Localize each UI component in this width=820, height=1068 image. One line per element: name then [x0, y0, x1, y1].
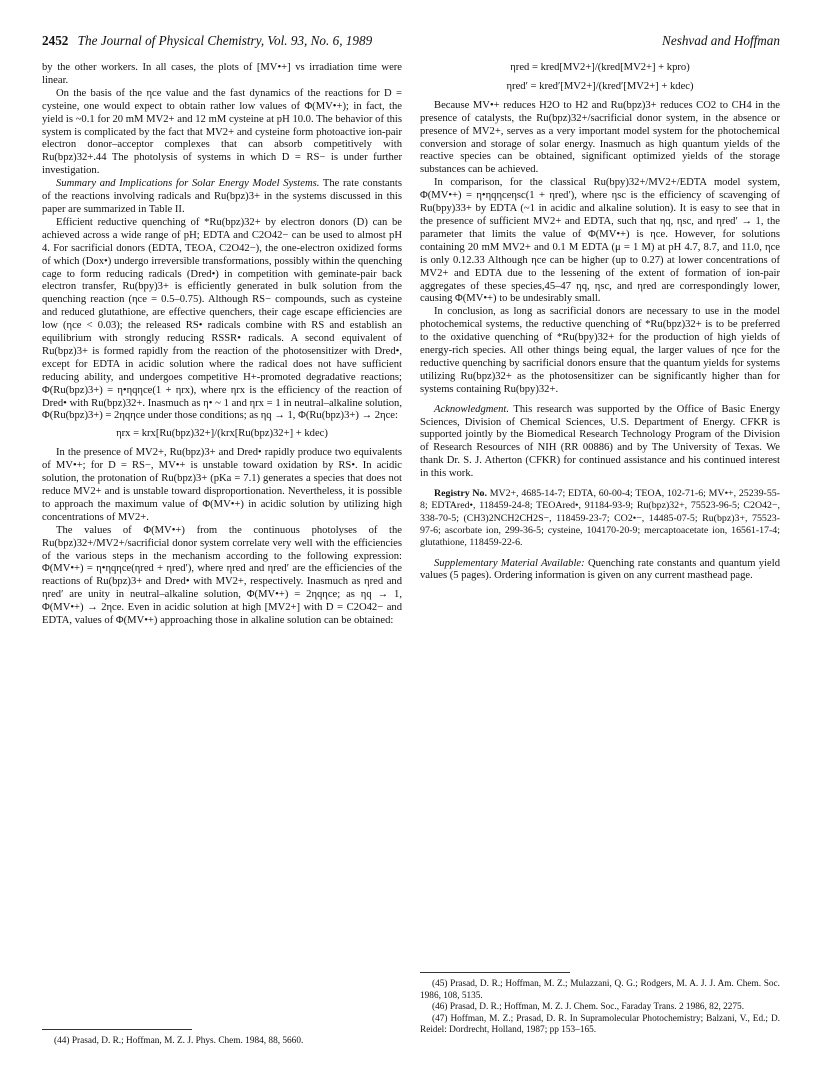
header-left — [42, 33, 372, 49]
registry-paragraph — [420, 488, 780, 549]
journal-citation: The Journal of Physical Chemistry, Vol. 93, No. 6, 1989 — [77, 33, 373, 48]
left-footnotes — [42, 1029, 402, 1048]
page-number: 2452 — [42, 33, 69, 48]
supplementary-heading: Supplementary Material Available: — [434, 557, 585, 569]
footnote-44: (44) Prasad, D. R.; Hoffman, M. Z. J. Phys. Chem. 1984, 88, 5660. — [54, 1036, 304, 1046]
left-paragraph-4: Efficient reductive quenching of *Ru(bpz)32+ by electron donors (D) can be achieved across a wide range of pH; EDTA and C2O42− can be used to almost pH 4. For sacrificial donors (EDTA, TEOA, C2O42−), the one-electron oxidized forms of which (Dox•) undergo irreversible transformations, possibly within the quenching cage to form reducing radicals (Dred•) in competition with geminate-pair back electron transfer, Ru(bpy)3+ is efficiently generated in bulk solution from the quenching reaction (ηce = 0.5–0.75). Although RS− compounds, such as cysteine and reduced glutathione, are effective quenchers, their cage escape efficiencies are low (ηce < 0.03); the released RS• radicals combine with RS and establish an equilibrium with strongly reducing RSSR• radicals. A second equivalent of Ru(bpz)3+ is formed rapidly from the reaction of the photosensitizer with Dred•, except for EDTA in acidic solution where the radical does not have sufficient reducing ability, and undergoes competitive H+-promoted degradative reactions; Φ(Ru(bpz)3+) = η•ηqηce(1 + ηrx), where ηrx is the efficiency of the reaction of Dred• with Ru(bpz)32+. Inasmuch as η• ~ 1 and ηrx = 1 in neutral–alkaline solution, Φ(Ru(bpz)3+) = 2ηqηce under those conditions; as ηq → 1, Φ(Ru(bpz)3+) → 2ηce: — [42, 216, 402, 422]
summary-heading: Summary and Implications for Solar Energy Model Systems. — [56, 178, 320, 190]
equation-eta-red: ηred = kred[MV2+]/(kred[MV2+] + kpro) — [510, 62, 690, 73]
registry-text: MV2+, 4685-14-7; EDTA, 60-00-4; TEOA, 102-71-6; MV•+, 25239-55-8; EDTAred•, 118459-24-8; TEOAred•, 91184-93-9; Ru(bpz)32+, 75523-96-5; C2O42−, 338-70-5; (CH3)2NCH2CH2S−, 118459-23-7; CO2•−, 14485-07-5; Ru(bpz)3+, 75523-97-6; ascorbate ion, 299-36-5; cysteine, 104170-20-9; mercaptoacetate ion, 16561-17-4; glutathione, 118459-22-6. — [420, 488, 780, 549]
summary-paragraph — [42, 178, 402, 217]
left-paragraph-2: On the basis of the ηce value and the fast dynamics of the reactions for D = cysteine, one would expect to obtain rather low values of Φ(MV•+); in fact, the yield is ~0.1 for 20 mM MV2+ and 12 mM cysteine at pH 10.0. The behavior of this system is complicated by the fact that MV2+ and cysteine form photoactive ion-pair electron donor–acceptor complexes that can absorb competitively with Ru(bpz)32+.44 The photolysis of systems in which D = RS− is under further investigation. — [42, 87, 402, 177]
right-paragraph-2: In comparison, for the classical Ru(bpy)32+/MV2+/EDTA model system, Φ(MV•+) = η•ηqηceηsc(1 + ηred′), where ηsc is the efficiency of scavenging of Ru(bpy)33+ by EDTA (~1 in acidic and alkaline solution). It is easy to see that in the presence of sufficient MV2+ and EDTA, such that ηq, ηsc, and ηred′ → 1, the parameter that limits the value of Φ(MV•+) is ηce. However, for solutions containing 20 mM MV2+ and 0.1 M EDTA (μ = 1 M) at pH 4.7, 8.7, and 11.0, ηce is only 0.12.33 Although ηce can be higher (up to 0.27) at lower concentrations of MV2+ and EDTA due to the lessening of the extent of formation of ion-pair aggregates of these species,45–47 ηq, ηsc, and ηred are correspondingly lower, causing Φ(MV•+) to be undesirably small. — [420, 177, 780, 305]
footnote-rule — [42, 1029, 192, 1030]
left-paragraph-1: by the other workers. In all cases, the plots of [MV•+] vs irradiation time were linear. — [42, 62, 402, 86]
acknowledgment-paragraph — [420, 404, 780, 481]
conclusion-paragraph: In conclusion, as long as sacrificial donors are necessary to use in the model photochemical systems, the reductive quenching of *Ru(bpz)32+ is to be preferred to the oxidative quenching of *Ru(bpy)32+ for the production of high yields of energy-rich species. All other things being equal, the larger values of ηce for the reductive quenching by sacrificial donors ensure that the quantum yields for systems utilizing Ru(bpz)32+ as the photosensitizer can be significantly higher than for systems containing Ru(bpy)32+. — [420, 306, 780, 395]
right-footnotes — [420, 972, 780, 1037]
footnote-rule-right — [420, 972, 570, 973]
left-column — [42, 62, 402, 628]
left-paragraph-6: The values of Φ(MV•+) from the continuous photolyses of the Ru(bpz)32+/MV2+/sacrificial donor system correlate very well with the efficiencies of the various steps in the mechanism according to the following expression: Φ(MV•+) = η•ηqηce(ηred + ηred′), where ηred and ηred′ are the efficiencies of the reactions of Ru(bpz)3+ and Dred• with MV2+, respectively. Inasmuch as ηred and ηred′ are unity in neutral–alkaline solution, Φ(MV•+) = 2ηqηce; as ηq → 1, Φ(MV•+) → 2ηce. Even in acidic solution at high [MV2+] with D = C2O42− and EDTA, values of Φ(MV•+) approaching those in alkaline solution can be obtained: — [42, 524, 402, 627]
footnote-45: (45) Prasad, D. R.; Hoffman, M. Z.; Mulazzani, Q. G.; Rodgers, M. A. J. J. Am. Chem. Soc. 1986, 108, 5135. — [420, 979, 780, 1001]
right-paragraph-1: Because MV•+ reduces H2O to H2 and Ru(bpz)3+ reduces CO2 to CH4 in the presence of catalysts, the Ru(bpz)32+/sacrificial donor system, in the absence or presence of MV2+, serves as a very important model system for the photochemical conversion and storage of solar energy. Inasmuch as high quantum yields of the reactive species can be obtained, significant optimized yields of the storage substances can be achieved. — [420, 99, 780, 176]
registry-heading: Registry No. — [434, 488, 487, 500]
running-header — [42, 33, 780, 53]
header-authors: Neshvad and Hoffman — [662, 33, 780, 48]
left-paragraph-5: In the presence of MV2+, Ru(bpz)3+ and Dred• rapidly produce two equivalents of MV•+; for D = RS−, MV•+ is unstable toward oxidation by RS•. In acidic solution, the protonation of Ru(bpz)3+ (pKa = 7.1) generates a species that does not reduce MV2+ and is unstable toward disproportionation. Nevertheless, it is possible to approach the maximum value of Φ(MV•+) in acidic solution by utilizing high concentrations of MV2+. — [42, 447, 402, 523]
footnote-47: (47) Hoffman, M. Z.; Prasad, D. R. In Supramolecular Photochemistry; Balzani, V., Ed.; D. Reidel: Dordrecht, Holland, 1987; pp 153–165. — [420, 1013, 780, 1035]
summary-text: The rate constants of the reactions involving radicals and Ru(bpz)3+ in the systems discussed in this paper are summarized in Table II. — [42, 178, 403, 215]
footnote-46: (46) Prasad, D. R.; Hoffman, M. Z. J. Chem. Soc., Faraday Trans. 2 1986, 82, 2275. — [432, 1002, 745, 1012]
acknowledgment-heading: Acknowledgment. — [434, 403, 510, 415]
equation-eta-rx: ηrx = krx[Ru(bpz)32+]/(krx[Ru(bpz)32+] + kdec) — [116, 428, 328, 440]
supplementary-text: Quenching rate constants and quantum yield values (5 pages). Ordering information is given on any current masthead page. — [420, 557, 780, 582]
equation-eta-red-prime: ηred′ = kred′[MV2+]/(kred′[MV2+] + kdec) — [506, 80, 694, 92]
acknowledgment-text: This research was supported by the Office of Basic Energy Sciences, Division of Chemical Sciences, U.S. Department of Energy. CFKR is supported jointly by the Biomedical Research Technology Program of the Division of Research Resources of NIH (RR 00886) and by The University of Texas. We thank Dr. S. J. Atherton (CFKR) for continued assistance and his continued interest in this work. — [420, 403, 780, 480]
supplementary-paragraph — [420, 558, 780, 584]
right-column — [420, 62, 780, 583]
